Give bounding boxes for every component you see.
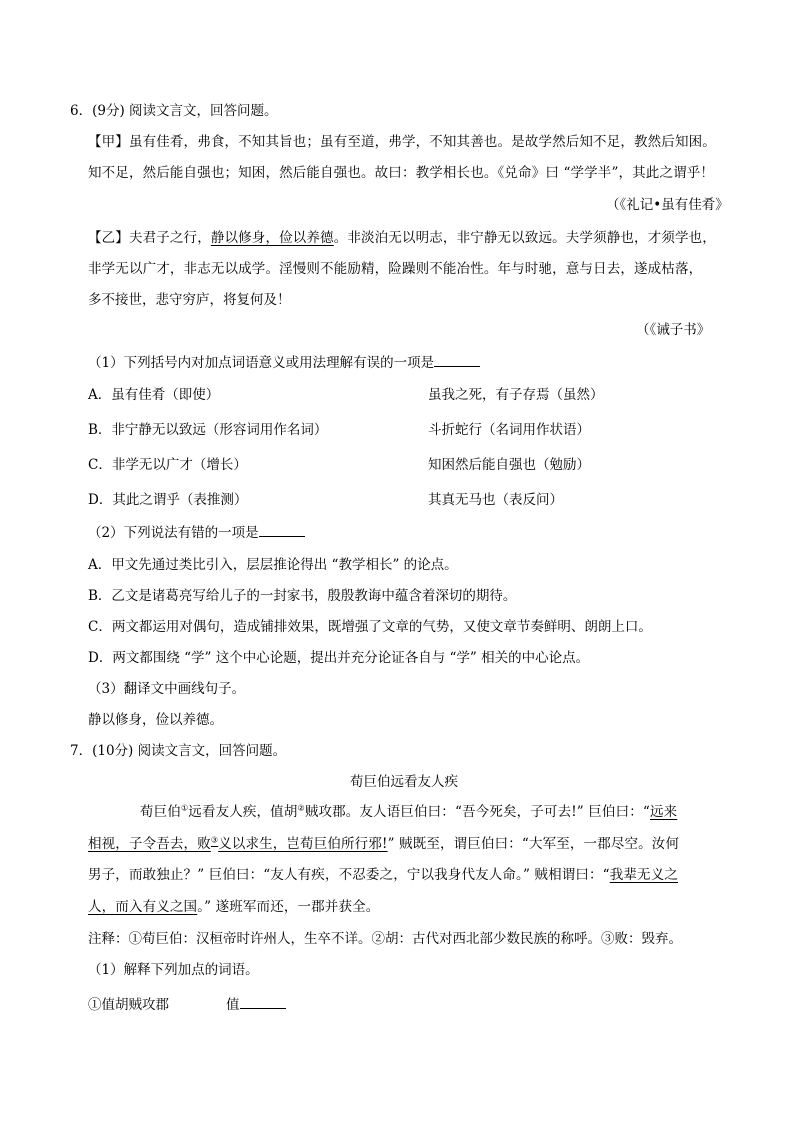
footnote-mark: ③ xyxy=(210,835,219,845)
text-run: 。” 遂班军而还，一郡并获全。 xyxy=(197,899,380,915)
yi-line-1 xyxy=(88,229,716,247)
jia-line-1: 【甲】虽有佳肴，弗食，不知其旨也；虽有至道，弗学，不知其善也。是故学然后知不足，教然后知困。 xyxy=(88,134,716,150)
q6-sub3-prompt: （3）翻译文中画线句子。 xyxy=(88,681,246,697)
q7-passage-line-3 xyxy=(88,866,678,884)
jia-line-2: 知不足，然后能自强也；知困，然后能自强也。故曰：教学相长也。《兑命》曰 “学学半”，其此之谓乎！ xyxy=(88,165,715,181)
text-run: ” 贼既至，谓巨伯曰：“大军至，一郡尽空。汝何 xyxy=(387,836,680,852)
q6-sub3-sentence: 静以修身，俭以养德。 xyxy=(88,712,223,728)
q7-sub1-prompt: （1）解释下列加点的词语。 xyxy=(88,962,259,978)
text-run: 贼攻郡。友人语巨伯曰：“吾今死矣，子可去!” 巨伯曰：“ xyxy=(304,804,650,820)
yi-line-3: 多不接世，悲守穷庐，将复何及！ xyxy=(88,292,291,308)
q7-header: 7．(10分) 阅读文言文，回答问题。 xyxy=(70,743,287,759)
text-run: 荀巨伯 xyxy=(140,804,181,820)
yi-underlined-sentence: 静以修身，俭以养德 xyxy=(210,230,334,246)
q7-sub1-item: ①值胡贼攻郡 xyxy=(88,997,169,1013)
answer-blank[interactable] xyxy=(259,524,305,537)
underlined-sentence: 人，而入有义之国 xyxy=(88,899,198,915)
yi-suffix: 。非淡泊无以明志，非宁静无以致远。夫学须静也，才须学也， xyxy=(333,230,716,246)
q7-notes: 注释：①荀巨伯：汉桓帝时许州人，生卒不详。②胡：古代对西北部少数民族的称呼。③败：毁弃。 xyxy=(88,931,682,947)
footnote-mark: ① xyxy=(180,803,189,813)
target-word: 值 xyxy=(226,997,240,1013)
underlined-sentence: 我辈无义之 xyxy=(609,867,678,883)
yi-line-2: 非学无以广才，非志无以成学。淫慢则不能励精，险躁则不能冶性。年与时驰，意与日去，遂成枯落， xyxy=(88,261,703,277)
q6-sub1-prompt xyxy=(88,354,480,372)
footnote-mark: ② xyxy=(297,803,305,813)
q7-passage-line-4 xyxy=(88,898,379,916)
q6-sub1-option-c-right: 知困然后能自强也（勉励） xyxy=(428,457,590,473)
q7-passage-line-1 xyxy=(140,803,677,821)
underlined-sentence: 义以求生，岂荀巨伯所行邪! xyxy=(218,836,388,852)
q6-sub1-prompt-text: （1）下列括号内对加点词语意义或用法理解有误的一项是 xyxy=(88,355,435,371)
text-run: 远看友人疾，值胡 xyxy=(188,804,298,820)
q6-sub2-option-d: D．两文都围绕 “学” 这个中心论题，提出并充分论证各自与 “学” 相关的中心论点。 xyxy=(88,650,590,666)
text-run: 男子，而敢独止？” 巨伯曰：“友人有疾，不忍委之，宁以我身代友人命。” 贼相谓曰：“ xyxy=(88,867,610,883)
yi-prefix: 【乙】夫君子之行， xyxy=(88,230,211,246)
q6-sub2-option-b: B．乙文是诸葛亮写给儿子的一封家书，殷殷教诲中蕴含着深切的期待。 xyxy=(88,588,517,604)
underlined-sentence: 远来 xyxy=(649,804,678,820)
q6-sub2-option-a: A．甲文先通过类比引入，层层推论得出 “教学相长” 的论点。 xyxy=(88,557,458,573)
q6-sub1-option-b-right: 斗折蛇行（名词用作状语） xyxy=(428,422,590,438)
answer-blank[interactable] xyxy=(434,354,480,367)
q7-passage-title: 荀巨伯远看友人疾 xyxy=(350,774,458,790)
yi-source: （《诫子书》 xyxy=(636,322,711,338)
jia-source: （《礼记•虽有佳肴》 xyxy=(606,197,729,213)
q6-sub1-option-a-left: A．虽有佳肴（即使） xyxy=(88,387,220,403)
q6-sub2-option-c: C．两文都运用对偶句，造成铺排效果，既增强了文章的气势，又使文章节奏鲜明、朗朗上口。 xyxy=(88,619,652,635)
q6-sub1-option-a-right: 虽我之死，有子存焉（虽然） xyxy=(428,387,604,403)
q7-passage-line-2 xyxy=(88,835,679,853)
q6-sub1-option-d-left: D．其此之谓乎（表推测） xyxy=(88,492,248,508)
underlined-sentence: 相视，子令吾去，败 xyxy=(88,836,211,852)
q6-header: 6．(9分) 阅读文言文，回答问题。 xyxy=(70,103,278,119)
q6-sub1-option-b-left: B．非宁静无以致远（形容词用作名词） xyxy=(88,422,328,438)
q6-sub2-prompt-text: （2）下列说法有错的一项是 xyxy=(88,525,259,541)
q7-sub1-answer xyxy=(226,996,286,1014)
q6-sub1-option-d-right: 其真无马也（表反问） xyxy=(428,492,563,508)
q6-sub1-option-c-left: C．非学无以广才（增长） xyxy=(88,457,247,473)
answer-blank[interactable] xyxy=(240,996,286,1009)
q6-sub2-prompt xyxy=(88,524,305,542)
